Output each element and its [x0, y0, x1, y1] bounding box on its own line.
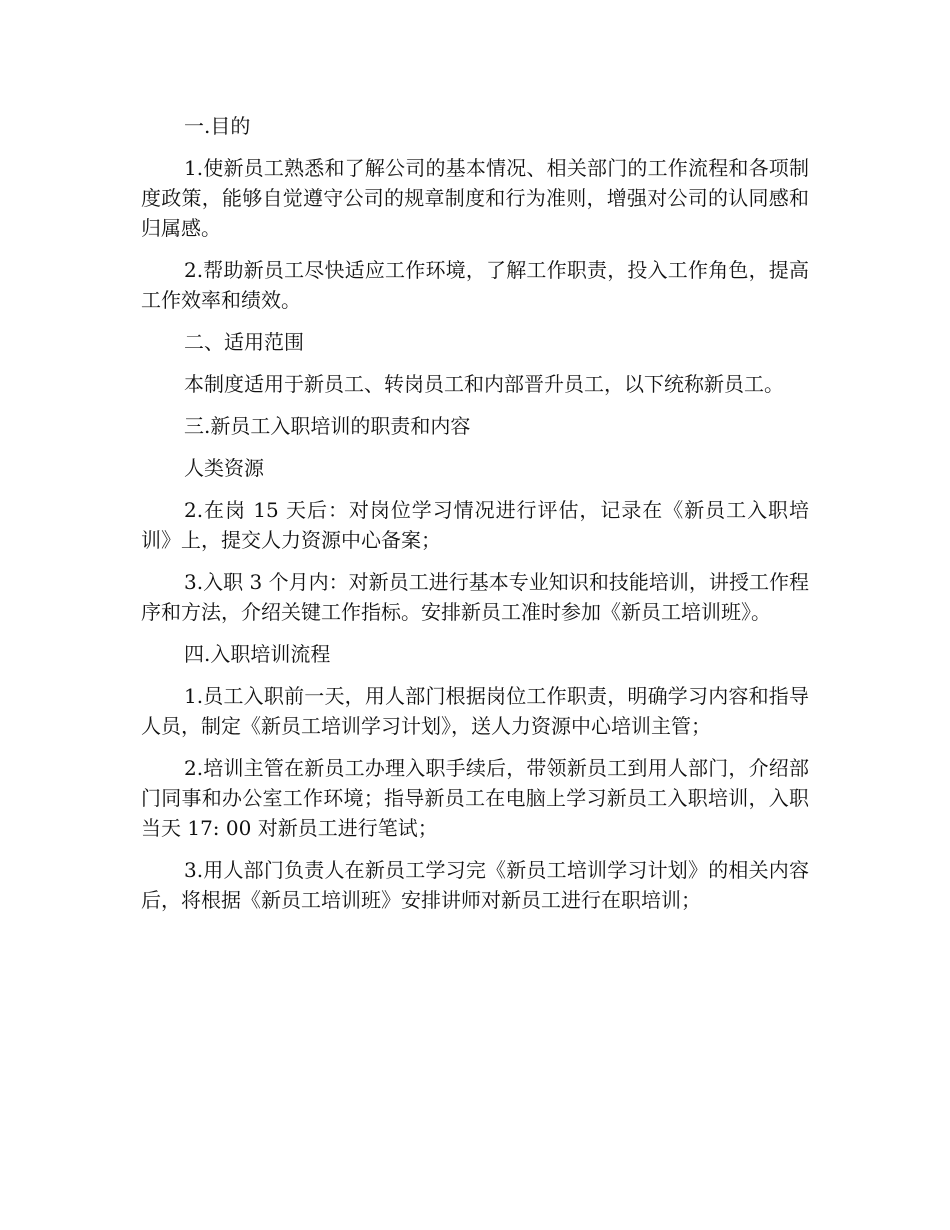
subheading-hr: 人类资源	[184, 456, 264, 480]
process-item-1: 1.员工入职前一天，用人部门根据岗位工作职责，明确学习内容和指导人员，制定《新员工培训学习计划》，送人力资源中心培训主管；	[141, 684, 809, 738]
document-body	[141, 111, 809, 927]
duties-item-2: 2.在岗 15 天后：对岗位学习情况进行评估，记录在《新员工入职培训》上，提交人力资源中心备案；	[141, 498, 809, 552]
section-heading-purpose: 一.目的	[184, 114, 251, 138]
scope-paragraph: 本制度适用于新员工、转岗员工和内部晋升员工，以下统称新员工。	[184, 372, 784, 396]
process-item-2: 2.培训主管在新员工办理入职手续后，带领新员工到用人部门，介绍部门同事和办公室工作环境；指导新员工在电脑上学习新员工入职培训，入职当天 17: 00 对新员工进行笔试；	[141, 756, 809, 840]
duties-item-3: 3.入职 3 个月内：对新员工进行基本专业知识和技能培训，讲授工作程序和方法，介绍关键工作指标。安排新员工准时参加《新员工培训班》。	[141, 570, 809, 624]
section-heading-duties: 三.新员工入职培训的职责和内容	[184, 414, 471, 438]
section-heading-scope: 二、适用范围	[184, 330, 304, 354]
section-heading-process: 四.入职培训流程	[184, 642, 331, 666]
purpose-item-1: 1.使新员工熟悉和了解公司的基本情况、相关部门的工作流程和各项制度政策，能够自觉遵守公司的规章制度和行为准则，增强对公司的认同感和归属感。	[141, 156, 809, 240]
process-item-3: 3.用人部门负责人在新员工学习完《新员工培训学习计划》的相关内容后，将根据《新员工培训班》安排讲师对新员工进行在职培训；	[141, 858, 809, 912]
purpose-item-2: 2.帮助新员工尽快适应工作环境，了解工作职责，投入工作角色，提高工作效率和绩效。	[141, 258, 809, 312]
